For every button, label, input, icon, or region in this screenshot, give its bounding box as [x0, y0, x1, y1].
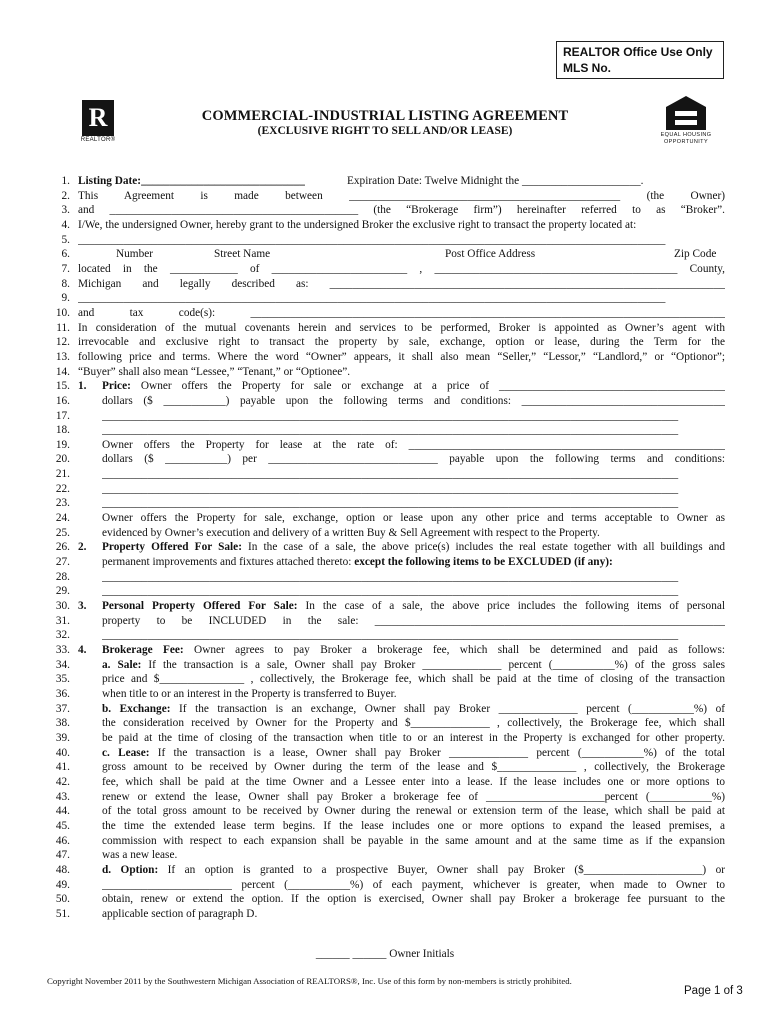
line-body: In consideration of the mutual covenants herein and services to be performed, Broker is appointed as Owner’s agent with — [78, 321, 725, 334]
line-text[interactable] — [102, 570, 725, 585]
form-line — [0, 306, 770, 321]
line-body: Owner offers the Property for sale, exchange, option or lease upon any other price and terms acceptable to Owner as — [102, 512, 725, 525]
form-line — [0, 555, 770, 570]
line-number: 48. — [55, 863, 70, 876]
line-text — [78, 335, 725, 350]
line-body: In the case of a sale, the above price(s) includes the real estate together with all buildings and — [241, 541, 725, 554]
line-body: ______________________________________________________________________________________________________ — [102, 424, 679, 437]
realtor-r-icon: R — [82, 100, 114, 136]
section-heading: d. Option: — [102, 863, 159, 876]
line-body: Michigan and legally described as: ______________________________________________________________________ — [78, 277, 725, 290]
line-number: 28. — [55, 570, 70, 583]
section-number: 3. — [78, 600, 87, 613]
line-body: If the transaction is a sale, Owner shall pay Broker ______________ percent (___________%) of the gross sales — [141, 658, 725, 671]
line-number: 47. — [55, 849, 70, 862]
line-text[interactable] — [102, 716, 725, 731]
line-body: obtain, renew or extend the option. If the option is exercised, Owner shall pay Broker a brokerage fee pursuant to the — [102, 893, 725, 906]
line-number: 37. — [55, 702, 70, 715]
line-text — [102, 775, 725, 790]
line-text — [102, 804, 725, 819]
line-body: and tax code(s): ____________________________________________________________________________________ — [78, 306, 725, 319]
form-line — [0, 482, 770, 497]
form-line — [0, 628, 770, 643]
form-line — [0, 790, 770, 805]
line-text[interactable] — [102, 452, 725, 467]
form-line — [0, 863, 770, 878]
line-body: “Buyer” shall also mean “Lessee,” “Tenant,” or “Optionee”. — [78, 365, 351, 378]
line-text — [102, 555, 725, 570]
line-body: dollars ($ ___________) payable upon the following terms and conditions: ____________________________________ — [102, 394, 725, 407]
form-line — [0, 233, 770, 248]
line-body: ________________________________________________________________________________________________________ — [78, 292, 666, 305]
line-number: 15. — [55, 380, 70, 393]
line-text — [102, 599, 725, 614]
line-number: 18. — [55, 424, 70, 437]
line-body: be paid at the time of closing of the transaction when title to or an interest in the Property is exchanged for other property. — [102, 731, 725, 744]
line-text — [102, 819, 725, 834]
line-text[interactable] — [78, 262, 725, 277]
line-number: 44. — [55, 805, 70, 818]
line-text[interactable] — [102, 628, 725, 643]
equal-housing-label-1: EQUAL HOUSING — [660, 132, 712, 138]
line-number: 6. — [61, 248, 70, 261]
line-number: 50. — [55, 893, 70, 906]
line-text[interactable] — [102, 672, 725, 687]
line-body: In the case of a sale, the above price includes the following items of personal — [297, 600, 725, 613]
document-title: COMMERCIAL-INDUSTRIAL LISTING AGREEMENT — [201, 108, 569, 124]
line-number: 19. — [55, 438, 70, 451]
line-number: 7. — [61, 262, 70, 275]
line-number: 42. — [55, 775, 70, 788]
form-line — [0, 365, 770, 380]
line-text — [102, 526, 725, 541]
copyright-notice: Copyright November 2011 by the Southwestern Michigan Association of REALTORS®, Inc. Use of this form by non-members is strictly prohibited. — [47, 976, 572, 986]
form-line — [0, 643, 770, 658]
form-line — [0, 247, 770, 262]
line-body: the consideration received by Owner for the Property and $______________ , collectively, the Brokerage fee, which shall — [102, 717, 725, 730]
address-column-label: Number — [116, 248, 154, 261]
form-line — [0, 409, 770, 424]
line-text[interactable] — [102, 658, 725, 673]
form-line — [0, 218, 770, 233]
line-number: 14. — [55, 365, 70, 378]
form-line — [0, 379, 770, 394]
form-line — [0, 834, 770, 849]
line-body: when title to or an interest in the Property is transferred to Buyer. — [102, 687, 397, 700]
line-number: 1. — [61, 175, 70, 187]
line-number: 51. — [55, 907, 70, 920]
line-number: 9. — [61, 292, 70, 305]
form-line — [0, 878, 770, 893]
section-heading: Price: — [102, 380, 131, 393]
section-number: 1. — [78, 380, 87, 393]
line-number: 23. — [55, 497, 70, 510]
form-line — [0, 716, 770, 731]
line-number: 16. — [55, 394, 70, 407]
line-text — [102, 511, 725, 526]
address-column-label: Post Office Address — [445, 248, 536, 261]
line-text — [102, 907, 725, 922]
agreement-body — [0, 174, 770, 921]
form-line — [0, 804, 770, 819]
line-text[interactable] — [102, 584, 725, 599]
line-number: 31. — [55, 614, 70, 627]
office-use-label: REALTOR Office Use Only — [563, 45, 713, 59]
line-number: 12. — [55, 336, 70, 349]
line-number: 4. — [61, 218, 70, 231]
line-body: I/We, the undersigned Owner, hereby grant to the undersigned Broker the exclusive right to transact the property located at: — [78, 218, 637, 231]
line-text[interactable] — [78, 291, 725, 306]
line-text[interactable] — [102, 746, 725, 761]
line-body: renew or extend the lease, Owner shall pay Broker a brokerage fee of _____________________percent (___________%) — [102, 790, 725, 803]
form-line — [0, 350, 770, 365]
form-line — [0, 746, 770, 761]
line-number: 33. — [55, 644, 70, 656]
line-number: 34. — [55, 658, 70, 671]
form-line — [0, 277, 770, 292]
line-text[interactable] — [102, 790, 725, 805]
section-heading: Personal Property Offered For Sale: — [102, 600, 298, 613]
line-body: property to be INCLUDED in the sale: ______________________________________________________________ — [102, 614, 725, 627]
line-body: permanent improvements and fixtures attached thereto: — [102, 556, 355, 569]
form-line — [0, 335, 770, 350]
form-line — [0, 526, 770, 541]
line-text — [102, 834, 725, 849]
section-number: 2. — [78, 541, 87, 554]
line-body: Owner offers the Property for lease at the rate of: ________________________________________________________ — [102, 438, 725, 451]
equal-housing-house-icon — [654, 94, 718, 132]
line-number: 17. — [55, 409, 70, 422]
line-number: 36. — [55, 687, 70, 700]
line-body: Owner offers the Property for sale or exchange at a price of ________________________________________ — [130, 380, 725, 393]
realtor-logo-label: REALTOR® — [80, 137, 116, 143]
line-body: ______________________________________________________________________________________________________ — [102, 570, 679, 583]
line-body: This Agreement is made between ________________________________________________ (the Owner) — [78, 189, 725, 202]
line-number: 25. — [55, 526, 70, 539]
line-body: irrevocable and exclusive right to transact the property by sale, exchange, option or lease, during the Term for the — [78, 336, 725, 349]
form-line — [0, 394, 770, 409]
excluded-items-heading: except the following items to be EXCLUDED (if any): — [354, 556, 613, 569]
line-text[interactable] — [102, 760, 725, 775]
section-number: 4. — [78, 644, 87, 656]
line-number: 41. — [55, 761, 70, 774]
form-line — [0, 599, 770, 614]
line-text[interactable] — [102, 409, 725, 424]
line-body: ______________________________________________________________________________________________________ — [102, 482, 679, 495]
line-text — [78, 218, 725, 233]
expiration-date-field[interactable]: Expiration Date: Twelve Midnight the _____________________. — [347, 175, 644, 187]
form-line — [0, 614, 770, 629]
line-text[interactable] — [78, 277, 725, 292]
realtor-office-use-box — [556, 41, 724, 79]
line-text[interactable] — [102, 863, 725, 878]
line-body: and ____________________________________________ (the “Brokerage firm”) hereinafter referred to as “Broker”. — [78, 204, 725, 217]
line-text[interactable] — [102, 379, 725, 394]
line-number: 2. — [61, 189, 70, 202]
line-number: 29. — [55, 585, 70, 598]
line-body: If the transaction is a lease, Owner shall pay Broker ______________ percent (___________%) of the total — [149, 746, 725, 759]
line-number: 27. — [55, 556, 70, 569]
form-line — [0, 423, 770, 438]
line-body: ________________________________________________________________________________________________________ — [78, 233, 666, 246]
line-body: ______________________________________________________________________________________________________ — [102, 468, 679, 481]
line-body: applicable section of paragraph D. — [102, 907, 258, 920]
line-body: ______________________________________________________________________________________________________ — [102, 497, 679, 510]
line-body: _______________________ percent (___________%) of each payment, whichever is greater, when made to Owner to — [102, 878, 725, 891]
section-heading: a. Sale: — [102, 658, 142, 671]
line-text[interactable] — [78, 189, 725, 204]
line-number: 43. — [55, 790, 70, 803]
line-text[interactable] — [78, 203, 725, 218]
owner-initials[interactable]: ______ ______ Owner Initials — [315, 948, 455, 960]
line-text[interactable] — [102, 496, 725, 511]
line-number: 38. — [55, 717, 70, 730]
line-number: 13. — [55, 350, 70, 363]
line-text[interactable] — [102, 482, 725, 497]
line-body: evidenced by Owner’s execution and delivery of a written Buy & Sell Agreement with respect to the Property. — [102, 526, 600, 539]
line-text[interactable] — [102, 423, 725, 438]
form-line — [0, 687, 770, 702]
form-line — [0, 775, 770, 790]
section-heading: c. Lease: — [102, 746, 150, 759]
equal-housing-logo — [654, 94, 718, 150]
line-number: 8. — [61, 277, 70, 290]
line-number: 32. — [55, 629, 70, 642]
form-line — [0, 584, 770, 599]
form-line — [0, 174, 770, 189]
mls-number-label: MLS No. — [563, 61, 611, 75]
line-text[interactable] — [102, 702, 725, 717]
form-line — [0, 760, 770, 775]
line-text[interactable] — [102, 438, 725, 453]
line-body: If an option is granted to a prospective Buyer, Owner shall pay Broker ($_____________________) or — [158, 863, 725, 876]
line-body: If the transaction is an exchange, Owner shall pay Broker ______________ percent (___________%) of — [170, 702, 725, 715]
line-text — [78, 365, 725, 380]
line-body: gross amount to be received by Owner during the term of the lease and $______________ , collectively, the Brokerage — [102, 761, 725, 774]
line-text — [102, 892, 725, 907]
form-line — [0, 438, 770, 453]
line-text[interactable] — [78, 306, 725, 321]
form-line — [0, 570, 770, 585]
listing-date-field[interactable]: Listing Date:_____________________________ — [78, 175, 305, 187]
line-number: 30. — [55, 600, 70, 613]
line-body: dollars ($ ___________) per ______________________________ payable upon the following terms and conditions: — [102, 453, 725, 466]
line-number: 39. — [55, 731, 70, 744]
section-heading: b. Exchange: — [102, 702, 171, 715]
line-body: the time the extended lease term begins. If the lease includes one or more options to expand the leased premises, a — [102, 819, 725, 832]
address-column-label: Street Name — [214, 248, 271, 261]
line-number: 5. — [61, 233, 70, 246]
line-number: 46. — [55, 834, 70, 847]
form-line — [0, 467, 770, 482]
form-line — [0, 819, 770, 834]
line-number: 21. — [55, 468, 70, 481]
form-line — [0, 511, 770, 526]
form-line — [0, 452, 770, 467]
form-line — [0, 658, 770, 673]
line-number: 20. — [55, 453, 70, 466]
line-text[interactable] — [102, 614, 725, 629]
form-line — [0, 203, 770, 218]
line-number: 26. — [55, 541, 70, 554]
form-line — [0, 540, 770, 555]
line-text[interactable] — [102, 467, 725, 482]
line-body: commission with respect to each expansion shall be payable in the same amount and at the same time as if the expansion — [102, 834, 725, 847]
line-number: 24. — [55, 512, 70, 525]
form-line — [0, 848, 770, 863]
line-body: following price and terms. Where the word “Owner” appears, it shall also mean “Seller,” “Lessor,” “Landlord,” or “Optionor”; — [78, 350, 725, 363]
line-body: ______________________________________________________________________________________________________ — [102, 629, 679, 642]
section-heading: Brokerage Fee: — [102, 644, 184, 656]
form-line — [0, 907, 770, 922]
equal-housing-label-2: OPPORTUNITY — [663, 139, 709, 145]
form-line — [0, 702, 770, 717]
form-line — [0, 672, 770, 687]
line-number: 3. — [61, 204, 70, 217]
line-number: 11. — [56, 321, 70, 334]
line-text — [102, 848, 725, 863]
line-text — [78, 350, 725, 365]
line-text — [102, 643, 725, 658]
form-line — [0, 731, 770, 746]
line-body: price and $_______________ , collectively, the Brokerage fee, which shall be paid at the time of closing of the transaction — [102, 673, 725, 686]
form-line — [0, 496, 770, 511]
form-line — [0, 321, 770, 336]
line-number: 35. — [55, 673, 70, 686]
line-body: of the total gross amount to be received by Owner during the renewal or extension term of the lease, which shall be paid at — [102, 805, 725, 818]
line-body: located in the ____________ of ________________________ , ___________________________________________ County, — [78, 262, 725, 275]
page-number: Page 1 of 3 — [684, 985, 743, 997]
line-text[interactable] — [102, 878, 725, 893]
line-text — [102, 540, 725, 555]
form-line — [0, 189, 770, 204]
line-number: 22. — [55, 482, 70, 495]
line-body: ______________________________________________________________________________________________________ — [102, 409, 679, 422]
section-heading: Property Offered For Sale: — [102, 541, 242, 554]
line-body: ______________________________________________________________________________________________________ — [102, 585, 679, 598]
form-line — [0, 892, 770, 907]
line-text — [78, 321, 725, 336]
address-column-label: Zip Code — [674, 248, 717, 261]
form-line — [0, 262, 770, 277]
line-number: 40. — [55, 746, 70, 759]
line-number: 10. — [55, 306, 70, 319]
line-body: Owner agrees to pay Broker a brokerage fee, which shall be determined and paid as follows: — [183, 644, 725, 656]
line-number: 45. — [55, 819, 70, 832]
form-line — [0, 291, 770, 306]
document-subtitle: (EXCLUSIVE RIGHT TO SELL AND/OR LEASE) — [257, 125, 513, 137]
line-text[interactable] — [78, 233, 725, 248]
line-number: 49. — [55, 878, 70, 891]
line-body: fee, which shall be paid at the time Owner and a Lessee enter into a lease. If the lease includes one or more options to — [102, 775, 725, 788]
line-text[interactable] — [102, 394, 725, 409]
line-body: was a new lease. — [102, 849, 178, 862]
line-text — [102, 731, 725, 746]
line-text — [102, 687, 725, 702]
